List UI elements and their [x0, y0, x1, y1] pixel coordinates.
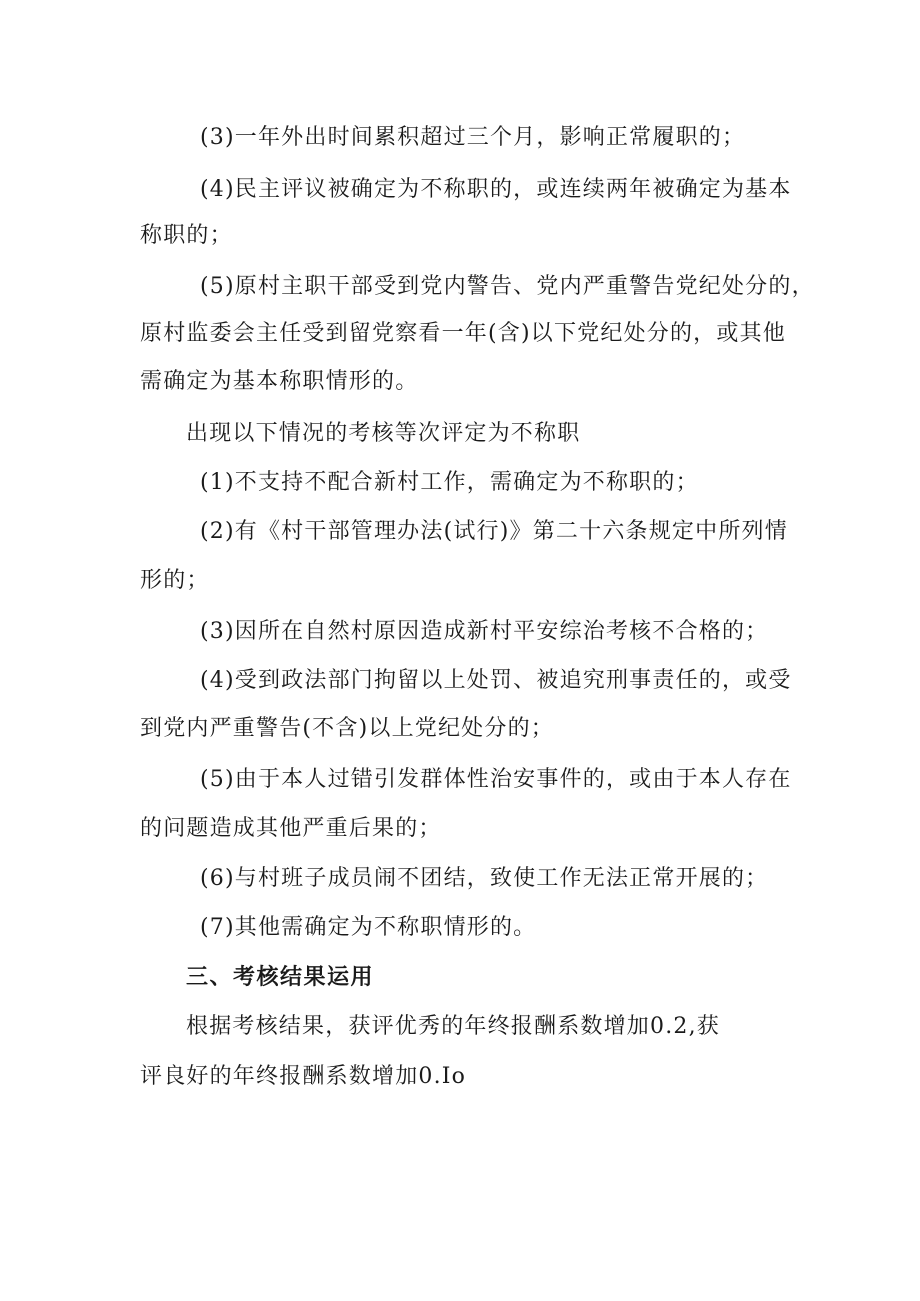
unqualified-item-6-line: (6)与村班子成员闹不团结，致使工作无法正常开展的；	[200, 866, 769, 891]
unqualified-item-3-line: (3)因所在自然村原因造成新村平安综治考核不合格的；	[200, 619, 769, 644]
item-5-line-1: (5)原村主职干部受到党内警告、党内严重警告党纪处分的，	[200, 274, 815, 299]
unqualified-item-2-line-1: (2)有《村干部管理办法(试行)》第二十六条规定中所列情	[200, 519, 788, 544]
item-3-line: (3)一年外出时间累积超过三个月，影响正常履职的；	[200, 125, 746, 150]
unqualified-item-7-line: (7)其他需确定为不称职情形的。	[200, 915, 537, 940]
result-paragraph-line-1: 根据考核结果，获评优秀的年终报酬系数增加0.2,获	[186, 1014, 720, 1039]
unqualified-intro-line: 出现以下情况的考核等次评定为不称职	[186, 421, 581, 446]
item-4-line-2: 称职的；	[140, 223, 233, 248]
item-5-line-3: 需确定为基本称职情形的。	[140, 369, 419, 394]
unqualified-item-4-line-2: 到党内严重警告(不含)以上党纪处分的；	[140, 716, 554, 741]
unqualified-item-5-line-2: 的问题造成其他严重后果的；	[140, 816, 442, 841]
result-paragraph-line-2: 评良好的年终报酬系数增加0.Io	[140, 1064, 467, 1089]
item-4-line-1: (4)民主评议被确定为不称职的，或连续两年被确定为基本	[200, 177, 792, 202]
item-5-line-2: 原村监委会主任受到留党察看一年(含)以下党纪处分的，或其他	[140, 321, 786, 346]
unqualified-item-1-line: (1)不支持不配合新村工作，需确定为不称职的；	[200, 470, 699, 495]
unqualified-item-4-line-1: (4)受到政法部门拘留以上处罚、被追究刑事责任的，或受	[200, 668, 792, 693]
section-heading: 三、考核结果运用	[186, 965, 375, 990]
unqualified-item-5-line-1: (5)由于本人过错引发群体性治安事件的，或由于本人存在	[200, 767, 792, 792]
unqualified-item-2-line-2: 形的；	[140, 568, 210, 593]
